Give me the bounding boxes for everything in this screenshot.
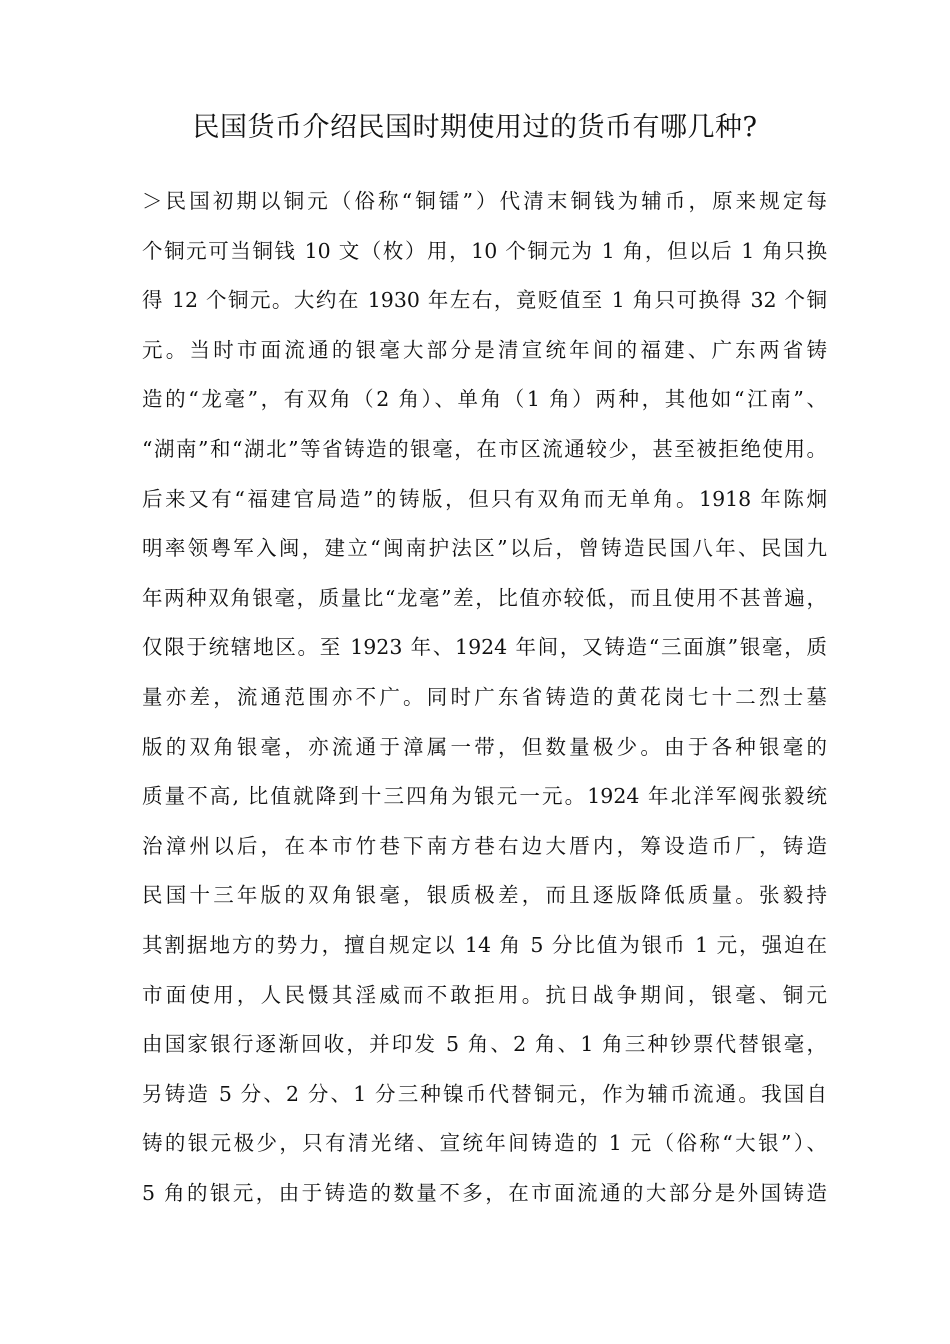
paragraph-line: 质量不高, 比值就降到十三四角为银元一元。1924 年北洋军阀张毅统 <box>142 784 827 809</box>
paragraph-line: 元。当时市面流通的银毫大部分是清宣统年间的福建、广东两省铸 <box>142 337 827 362</box>
paragraph-line: 年两种双角银毫，质量比“龙毫”差，比值亦较低，而且使用不甚普遍， <box>142 585 827 610</box>
paragraph-line: “湖南”和“湖北”等省铸造的银毫，在市区流通较少，甚至被拒绝使用。 <box>142 436 827 461</box>
paragraph-line: 另铸造 5 分、2 分、1 分三种镍币代替铜元，作为辅币流通。我国自 <box>142 1081 827 1106</box>
paragraph-line: 5 角的银元，由于铸造的数量不多，在市面流通的大部分是外国铸造 <box>142 1180 827 1205</box>
paragraph-line: 明率领粤军入闽，建立“闽南护法区”以后，曾铸造民国八年、民国九 <box>142 536 827 561</box>
paragraph-line: 民国十三年版的双角银毫，银质极差，而且逐版降低质量。张毅持 <box>142 883 827 908</box>
paragraph-line: 仅限于统辖地区。至 1923 年、1924 年间，又铸造“三面旗”银毫，质 <box>142 635 827 660</box>
paragraph-line: 后来又有“福建官局造”的铸版，但只有双角而无单角。1918 年陈炯 <box>142 486 827 511</box>
paragraph-line: 由国家银行逐渐回收，并印发 5 角、2 角、1 角三种钞票代替银毫， <box>142 1032 827 1057</box>
paragraph-line: 市面使用，人民慑其淫威而不敢拒用。抗日战争期间，银毫、铜元 <box>142 982 827 1007</box>
document-body <box>142 181 827 1222</box>
paragraph-line: 造的“龙毫”，有双角（2 角）、单角（1 角）两种，其他如“江南”、 <box>142 387 827 412</box>
paragraph-line: 个铜元可当铜钱 10 文（枚）用，10 个铜元为 1 角，但以后 1 角只换 <box>142 238 827 263</box>
paragraph-line: 得 12 个铜元。大约在 1930 年左右，竟贬值至 1 角只可换得 32 个铜 <box>142 288 827 313</box>
paragraph-line: 治漳州以后，在本市竹巷下南方巷右边大厝内，筹设造币厂，铸造 <box>142 833 827 858</box>
paragraph-line: 版的双角银毫，亦流通于漳属一带，但数量极少。由于各种银毫的 <box>142 734 827 759</box>
paragraph-line: 量亦差，流通范围亦不广。同时广东省铸造的黄花岗七十二烈士墓 <box>142 684 827 709</box>
paragraph-line: 其割据地方的势力，擅自规定以 14 角 5 分比值为银币 1 元，强迫在 <box>142 932 827 957</box>
document-title: 民国货币介绍民国时期使用过的货币有哪几种? <box>192 112 758 143</box>
paragraph-line: 铸的银元极少，只有清光绪、宣统年间铸造的 1 元（俗称“大银”）、 <box>142 1131 827 1156</box>
paragraph-line: ＞民国初期以铜元（俗称“铜镭”）代清末铜钱为辅币，原来规定每 <box>142 189 827 213</box>
